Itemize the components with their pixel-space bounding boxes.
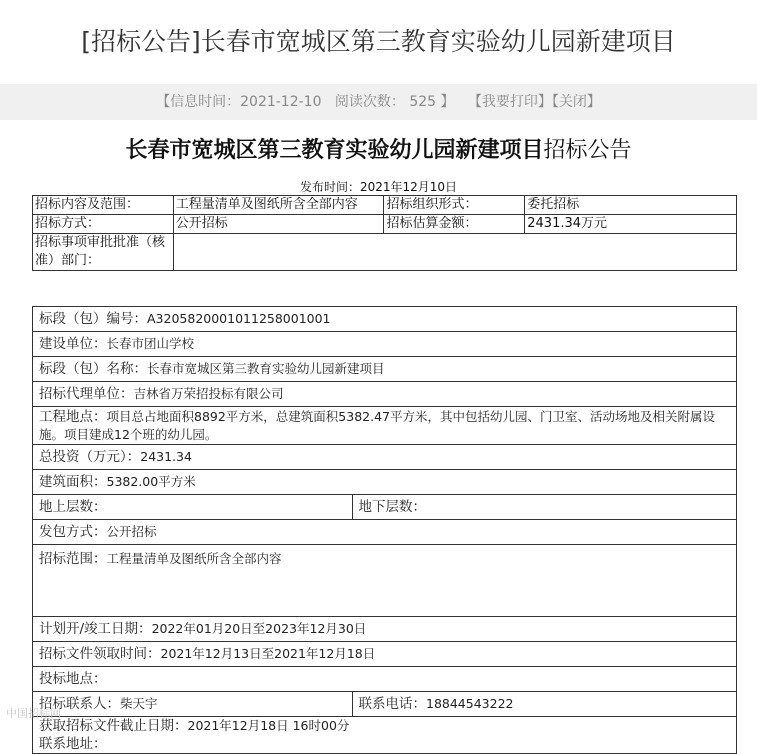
- method-value: 公开招标: [173, 215, 384, 234]
- above-floors-label: 地上层数：: [39, 499, 107, 515]
- location-label: 工程地点：: [39, 409, 107, 425]
- section-no-label: 标段（包）编号：: [39, 311, 147, 327]
- schedule-label: 计划开/竣工日期：: [39, 621, 152, 637]
- details-table: [32, 306, 737, 754]
- detail-row: [33, 445, 737, 470]
- detail-row: [33, 357, 737, 382]
- views-label: 阅读次数：: [334, 94, 405, 110]
- detail-row: [33, 692, 737, 717]
- notice-title: [0, 133, 757, 164]
- deadline: 2021年12月18日 16时00分: [187, 718, 350, 733]
- bid-scope-label: 招标范围：: [39, 551, 107, 567]
- detail-row: [33, 667, 737, 692]
- agent-label: 招标代理单位：: [39, 386, 134, 402]
- location: 项目总占地面积8892平方米，总建筑面积5382.47平方米，其中包括幼儿园、门卫室、活动场地及相关附属设施。项目建成12个班的幼儿园。: [39, 409, 716, 442]
- agent: 吉林省万荣招投标有限公司: [133, 386, 284, 401]
- meta-bar: [0, 84, 757, 120]
- org-form-label: 招标组织形式：: [384, 196, 525, 215]
- print-link[interactable]: 【我要打印】: [467, 94, 552, 110]
- investment: 2431.34: [140, 449, 192, 464]
- contact: 柴天宇: [120, 696, 158, 711]
- section-no: A3205820001011258001001: [147, 311, 331, 326]
- phone: 18844543222: [426, 696, 514, 711]
- summary-table: [32, 195, 737, 271]
- estimate-label: 招标估算金额：: [384, 215, 525, 234]
- page-title: [招标公告]长春市宽城区第三教育实验幼儿园新建项目: [81, 27, 676, 56]
- section-name-label: 标段（包）名称：: [39, 361, 147, 377]
- contract-label: 发包方式：: [39, 524, 107, 540]
- info-time: 2021-12-10: [240, 94, 322, 110]
- detail-row: [33, 520, 737, 545]
- summary-row: [33, 234, 737, 271]
- notice-title-suffix: 招标公告: [543, 138, 632, 163]
- contact-address-label: 联系地址：: [39, 736, 107, 752]
- phone-label: 联系电话：: [358, 696, 426, 712]
- detail-row: [33, 382, 737, 407]
- scope-value: 工程量清单及图纸所含全部内容: [173, 196, 384, 215]
- bid-place-label: 投标地点：: [39, 671, 107, 687]
- detail-row: [33, 470, 737, 495]
- deadline-label: 获取招标文件截止日期：: [39, 718, 188, 734]
- investment-label: 总投资（万元）：: [39, 449, 141, 465]
- org-form-value: 委托招标: [525, 196, 737, 215]
- watermark: 中国招标网: [6, 707, 61, 720]
- approval-label: 招标事项审批批准（核准）部门：: [33, 234, 174, 271]
- detail-row: [33, 717, 737, 754]
- estimate-value: 2431.34万元: [525, 215, 737, 234]
- builder-label: 建设单位：: [39, 336, 107, 352]
- scope-label: 招标内容及范围：: [33, 196, 174, 215]
- detail-row: [33, 617, 737, 642]
- info-time-label: 【信息时间：: [156, 94, 241, 110]
- contact-label: 招标联系人：: [39, 696, 120, 712]
- section-name: 长春市宽城区第三教育实验幼儿园新建项目: [147, 361, 385, 376]
- doc-time: 2021年12月13日至2021年12月18日: [160, 646, 376, 661]
- contract: 公开招标: [106, 524, 157, 539]
- publish-time: 发布时间：2021年12月10日: [299, 180, 458, 194]
- view-count: 525: [409, 94, 437, 110]
- doc-time-label: 招标文件领取时间：: [39, 646, 161, 662]
- area-label: 建筑面积：: [39, 474, 107, 490]
- detail-row: [33, 307, 737, 332]
- approval-value: [173, 234, 736, 271]
- meta-bracket: 】: [440, 94, 455, 110]
- summary-row: [33, 215, 737, 234]
- below-floors-label: 地下层数：: [358, 499, 426, 515]
- close-link[interactable]: 【关闭】: [551, 94, 601, 110]
- bid-scope: 工程量清单及图纸所含全部内容: [106, 551, 282, 566]
- summary-row: [33, 196, 737, 215]
- method-label: 招标方式：: [33, 215, 174, 234]
- detail-row: [33, 332, 737, 357]
- detail-row: [33, 407, 737, 445]
- detail-row: [33, 642, 737, 667]
- area: 5382.00平方米: [106, 474, 196, 489]
- builder: 长春市团山学校: [106, 336, 195, 351]
- notice-title-main: 长春市宽城区第三教育实验幼儿园新建项目: [125, 138, 544, 163]
- schedule: 2022年01月20日至2023年12月30日: [151, 621, 367, 636]
- detail-row: [33, 495, 737, 520]
- detail-row: [33, 545, 737, 617]
